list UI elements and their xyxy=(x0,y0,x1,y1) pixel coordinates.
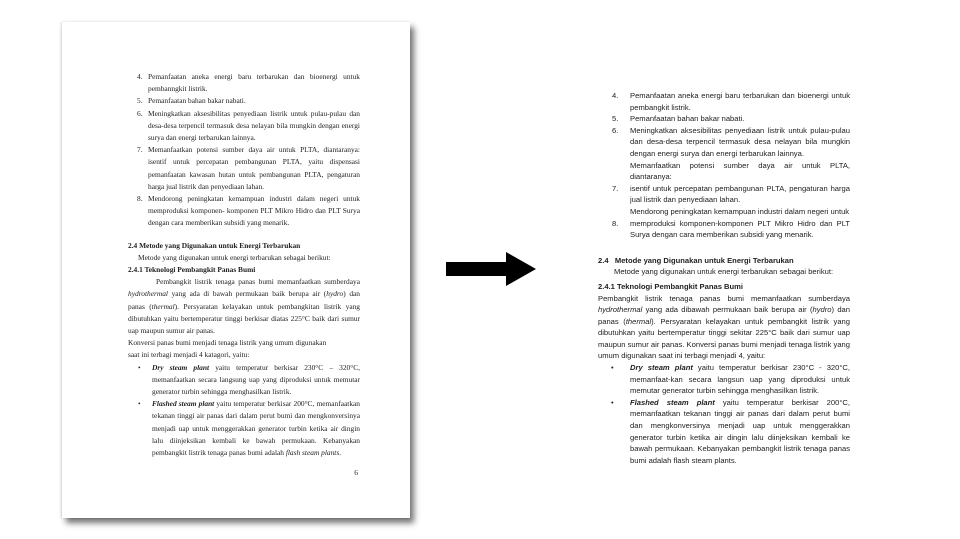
item-text: Pemanfaatan aneka energi baru terbarukan dan bioenergi untuk pembanngkit listrik. xyxy=(148,72,360,94)
list-item xyxy=(137,193,360,230)
text: ). Persyaratan kelayakan untuk pembangkitan listrik yang dibutuhkan yaitu bertemperatur tinggi berkisar diatas 225°C baik dari sumur uap maupun sumur air panas. xyxy=(128,301,360,336)
bullet-text xyxy=(630,362,850,397)
paragraph xyxy=(598,293,850,363)
list-item xyxy=(612,183,850,206)
list-item xyxy=(137,95,360,107)
item-number: 8. xyxy=(612,218,619,228)
text: yaitu temperatur berkisar 230°C - 320°C, memanfaat-kan secara langsun uap yang diproduksi untuk memutar generator turbin sehingga menghasilkan listrik. xyxy=(630,363,850,396)
text: thermal xyxy=(151,301,175,311)
item-number: 7. xyxy=(612,183,619,193)
text: ) dan panas ( xyxy=(598,305,850,326)
page-number: 6 xyxy=(354,468,358,478)
bullet-text xyxy=(152,362,360,399)
item-text: Pemanfaatan bahan bakar nabati. xyxy=(630,114,745,124)
text: yaitu temperatur berkisar 200°C, memanfaatkan tekanan tinggi air panas dari dalam perut bumi dan mengkonversinya menjadi uap untuk menggerakkan generator turbin ketika air dingin lalu diinjeksikan kembali ke bawah permukaan. Kebanyakan pembangkit listrik tenaga panas bumi adalah xyxy=(152,399,360,458)
original-section xyxy=(128,240,360,460)
right-arrow-icon xyxy=(446,252,538,286)
text: hydrothermal xyxy=(128,289,168,299)
term: Dry steam plant xyxy=(630,363,693,373)
term: Dry steam plant xyxy=(152,362,210,372)
item-number: 6. xyxy=(137,108,143,118)
bullet-text xyxy=(152,398,360,459)
text: yang ada dibawah permukaan baik berupa air ( xyxy=(642,305,813,315)
section-heading: 2.4 Metode yang Digunakan untuk Energi Terbarukan xyxy=(598,255,794,265)
original-list xyxy=(128,71,360,230)
bullet-item xyxy=(598,362,850,397)
paragraph-line: Konversi panas bumi menjadi tenaga listrik yang umum digunakan xyxy=(128,338,327,348)
text: yaitu temperatur berkisar 230°C – 320°C, memanfaatkan secara langsung uap yang diproduksi untuk memutar generator turbin sehingga menghasilkan listrik. xyxy=(152,362,360,397)
paragraph-line: saat ini terbagi menjadi 4 katagori, yaitu: xyxy=(128,350,250,360)
subsection-heading: 2.4.1 Teknologi Pembangkit Panas Bumi xyxy=(598,281,744,291)
item-text: Pemanfaatan bahan bakar nabati. xyxy=(148,96,246,106)
item-text: Meningkatkan aksesibilitas penyediaan listrik untuk pulau-pulau dan desa-desa terpencil termasuk desa nelayan bila mungkin dengan energi surya dan energi terbarukan lainnya. xyxy=(148,108,360,143)
text: hydrothermal xyxy=(598,305,643,315)
text: ). Persyaratan kelayakan untuk pembangkit listrik yang dibutuhkan yaitu bertemperatur tinggi sekitar 225°C baik dari sumur uap maupun sumur air panas. Konversi panas bumi menjadi tenaga listrik yang umum digunakan saat ini terbagi menjadi 4, yaitu: xyxy=(598,316,850,361)
item-number: 7. xyxy=(137,145,143,155)
item-number: 4. xyxy=(612,91,619,100)
text: yang ada di bawah permukaan baik berupa air ( xyxy=(167,289,327,299)
term: Flashed steam plant xyxy=(630,397,715,407)
bullet-icon: • xyxy=(138,399,141,409)
bullet-item xyxy=(598,397,850,467)
text: Pembangkit listrik tenaga panas bumi memanfaatkan sumberdaya xyxy=(598,293,850,303)
item-text: Mendorong peningkatan kemampuan industri dalam negeri untuk memproduksi komponen- komponen PLT Mikro Hidro dan PLT Surya dengan cara memberikan subsidi yang menarik. xyxy=(148,194,360,228)
list-item xyxy=(612,218,850,241)
item-text: Pemanfaatan aneka energi baru terbarukan dan bioenergi untuk pembangkit listrik. xyxy=(630,91,850,112)
item-text-pre: Memanfaatkan potensi sumber daya air untuk PLTA, diantaranya: xyxy=(630,160,850,182)
converted-list xyxy=(598,90,850,241)
bullet-item xyxy=(128,362,360,399)
text: Pembangkit listrik tenaga panas bumi memanfaatkan sumberdaya xyxy=(156,277,360,287)
text: yaitu temperatur berkisar 200°C, memanfaatkan tekanan tinggi air panas dari dalam perut bumi dan mengkonversinya menjadi uap untuk menggerakkan generator turbin ketika air dingin lalu diinjeksikan kembali ke bawah permukaan. Kebanyakan pembangkit listrik tenaga panas bumi adalah flash steam plants. xyxy=(630,397,850,465)
bullet-icon: • xyxy=(138,362,141,372)
text: ) dan panas ( xyxy=(128,289,361,311)
bullet-text xyxy=(630,397,850,467)
text: hydro xyxy=(326,289,344,299)
original-page-content xyxy=(128,71,360,480)
bullet-item xyxy=(128,398,360,459)
converted-section xyxy=(598,255,850,467)
intro-text: Metode yang digunakan untuk energi terbarukan sebagai berikut: xyxy=(138,252,331,262)
item-text: Memanfaatkan potensi sumber daya air untuk PLTA, diantaranya: isentif untuk percepatan pembangunan PLTA, yaitu dispensasi pemanfaatan kawasan hutan untuk pembangunan PLTA, pengaturan harga jual listrik dan penyediaan lahan. xyxy=(148,145,360,191)
list-item xyxy=(137,108,360,145)
text: . xyxy=(339,448,342,458)
item-number: 5. xyxy=(612,114,619,124)
list-item xyxy=(612,90,850,113)
converted-page-content xyxy=(598,90,850,466)
text: flash steam plants xyxy=(285,448,340,458)
text: hydro xyxy=(812,305,832,315)
list-item xyxy=(612,125,850,160)
item-number: 4. xyxy=(137,72,143,81)
paragraph xyxy=(128,276,360,337)
bullet-icon: • xyxy=(611,363,614,373)
list-item xyxy=(137,71,360,95)
subsection-heading: 2.4.1 Teknologi Pembangkit Panas Bumi xyxy=(128,265,256,275)
list-item xyxy=(137,144,360,193)
section-heading: 2.4 Metode yang Digunakan untuk Energi Terbarukan xyxy=(128,240,301,250)
intro-text: Metode yang digunakan untuk energi terbarukan sebagai berikut: xyxy=(614,267,834,277)
text: thermal xyxy=(625,316,652,326)
term: Flashed steam plant xyxy=(152,399,215,409)
list-item xyxy=(612,113,850,125)
item-text-pre: Mendorong peningkatan kemampuan industri dalam negeri untuk xyxy=(630,206,850,216)
item-number: 5. xyxy=(137,96,143,106)
bullet-icon: • xyxy=(611,397,614,407)
item-number: 8. xyxy=(137,194,143,204)
item-number: 6. xyxy=(612,125,619,135)
item-text: isentif untuk percepatan pembangunan PLTA, pengaturan harga jual listrik dan penyediaan lahan. xyxy=(630,183,850,205)
item-text: memproduksi komponen-komponen PLT Mikro Hidro dan PLT Surya dengan cara memberikan subsidi yang menarik. xyxy=(630,218,850,240)
item-text: Meningkatkan aksesibilitas penyediaan listrik untuk pulau-pulau dan desa-desa terpencil termasuk desa nelayan bila mungkin dengan energi surya dan energi terbarukan lainnya. xyxy=(630,125,850,158)
